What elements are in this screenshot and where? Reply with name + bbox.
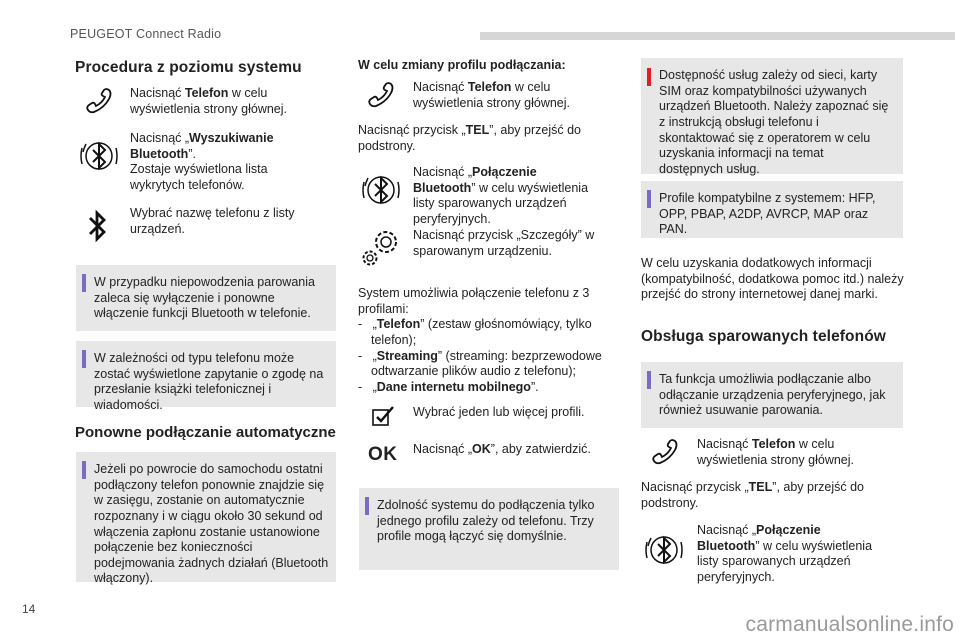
info-note-compatible-profiles: Profile kompatybilne z systemem: HFP, OPP, PBAP, A2DP, AVRCP, MAP oraz PAN.	[641, 181, 903, 238]
phone-handset-icon	[366, 80, 398, 115]
info-mark-icon	[647, 371, 651, 389]
warning-note-services: Dostępność usług zależy od sieci, karty SIM oraz kompatybilności używanych urządzeń Bluetooth. Należy zapoznać się z instrukcją obsługi telefonu i skontaktować się z operatorem w celu uzyskania informacji na temat dostępnych usług.	[641, 58, 903, 174]
col2-step1-text: Nacisnąć Telefon w celu wyświetlenia strony głównej.	[413, 80, 571, 110]
bluetooth-search-icon	[78, 134, 120, 183]
phone-handset-icon	[650, 437, 682, 472]
info-mark-icon	[82, 274, 86, 292]
col2-profiles-intro: System umożliwia połączenie telefonu z 3 profilami:	[358, 286, 590, 316]
bluetooth-connect-icon	[643, 528, 685, 577]
col2-step5-text: Nacisnąć „OK”, aby zatwierdzić.	[413, 442, 591, 456]
profiles-list	[358, 317, 613, 395]
ok-icon: OK	[368, 444, 398, 465]
list-item: - „Telefon” (zestaw głośnomówiący, tylko telefon);	[358, 317, 592, 347]
col3-para-info: W celu uzyskania dodatkowych informacji (kompatybilność, dodatkowa pomoc itd.) należy przejść do strony internetowej danej marki.	[641, 256, 904, 302]
info-note-profiles: Zdolność systemu do podłączenia tylko jednego profilu zależy od telefonu. Trzy profile mogą łączyć się domyślnie.	[359, 488, 619, 570]
list-item: - „Dane internetu mobilnego”.	[358, 379, 539, 394]
col3-step1-text: Nacisnąć Telefon w celu wyświetlenia strony głównej.	[697, 437, 855, 467]
bluetooth-connect-icon	[360, 168, 402, 217]
info-note-pairing: W przypadku niepowodzenia parowania zaleca się wyłączenie i ponowne włączenie funkcji Bluetooth w telefonie.	[76, 265, 336, 331]
info-note-paired-function: Ta funkcja umożliwia podłączanie albo odłączanie urządzenia peryferyjnego, jak również usuwanie parowania.	[641, 362, 903, 428]
col2-para-tel: Nacisnąć przycisk „TEL”, aby przejść do podstrony.	[358, 123, 581, 153]
section-title-paired-phones: Obsługa sparowanych telefonów	[641, 328, 886, 345]
list-item: - „Streaming” (streaming: bezprzewodowe odtwarzanie plików audio z telefonu);	[358, 348, 602, 379]
col1-step2-text: Nacisnąć „Wyszukiwanie Bluetooth”. Zostaje wyświetlona lista wykrytych telefonów.	[130, 131, 274, 192]
col2-title: W celu zmiany profilu podłączania:	[358, 58, 566, 72]
col2-profiles-block	[358, 286, 613, 395]
col3-para-tel: Nacisnąć przycisk „TEL”, aby przejść do podstrony.	[641, 480, 864, 510]
section-title-system: Procedura z poziomu systemu	[75, 59, 302, 76]
col1-step3-text: Wybrać nazwę telefonu z listy urządzeń.	[130, 206, 295, 236]
col2-step4-text: Wybrać jeden lub więcej profili.	[413, 405, 585, 419]
watermark: carmanualsonline.info	[745, 613, 954, 636]
col2-step2-text: Nacisnąć „Połączenie Bluetooth” w celu wyświetlenia listy sparowanych urządzeń peryferyjnych.	[413, 165, 589, 226]
bluetooth-icon	[86, 208, 110, 249]
gears-icon	[358, 224, 404, 275]
col3-step2-text: Nacisnąć „Połączenie Bluetooth” w celu wyświetlenia listy sparowanych urządzeń peryferyjnych.	[697, 523, 873, 584]
section-title-auto-reconnect: Ponowne podłączanie automatyczne	[75, 424, 336, 441]
header-bar	[480, 32, 955, 40]
info-mark-icon	[647, 190, 651, 208]
phone-handset-icon	[84, 86, 116, 121]
info-note-phonebook: W zależności od typu telefonu może zostać wyświetlone zapytanie o zgodę na przesłanie książki telefonicznej i wiadomości.	[76, 341, 336, 407]
info-note-auto-reconnect: Jeżeli po powrocie do samochodu ostatni podłączony telefon ponownie znajdzie się w zasięgu, zostanie on automatycznie rozpoznany i w ciągu około 30 sekund od włączenia zapłonu zostanie ustanowione połączenie bez konieczności podejmowania żadnych działań (Bluetooth włączony).	[76, 452, 336, 582]
info-mark-icon	[82, 461, 86, 479]
warning-mark-icon	[647, 68, 651, 86]
checkbox-check-icon	[370, 404, 396, 433]
col2-step3-text: Nacisnąć przycisk „Szczegóły” w sparowanym urządzeniu.	[413, 228, 595, 258]
info-mark-icon	[365, 497, 369, 515]
col1-step1-text: Nacisnąć Telefon w celu wyświetlenia strony głównej.	[130, 86, 288, 116]
header-title: PEUGEOT Connect Radio	[70, 27, 222, 41]
page-number: 14	[22, 602, 36, 616]
info-mark-icon	[82, 350, 86, 368]
